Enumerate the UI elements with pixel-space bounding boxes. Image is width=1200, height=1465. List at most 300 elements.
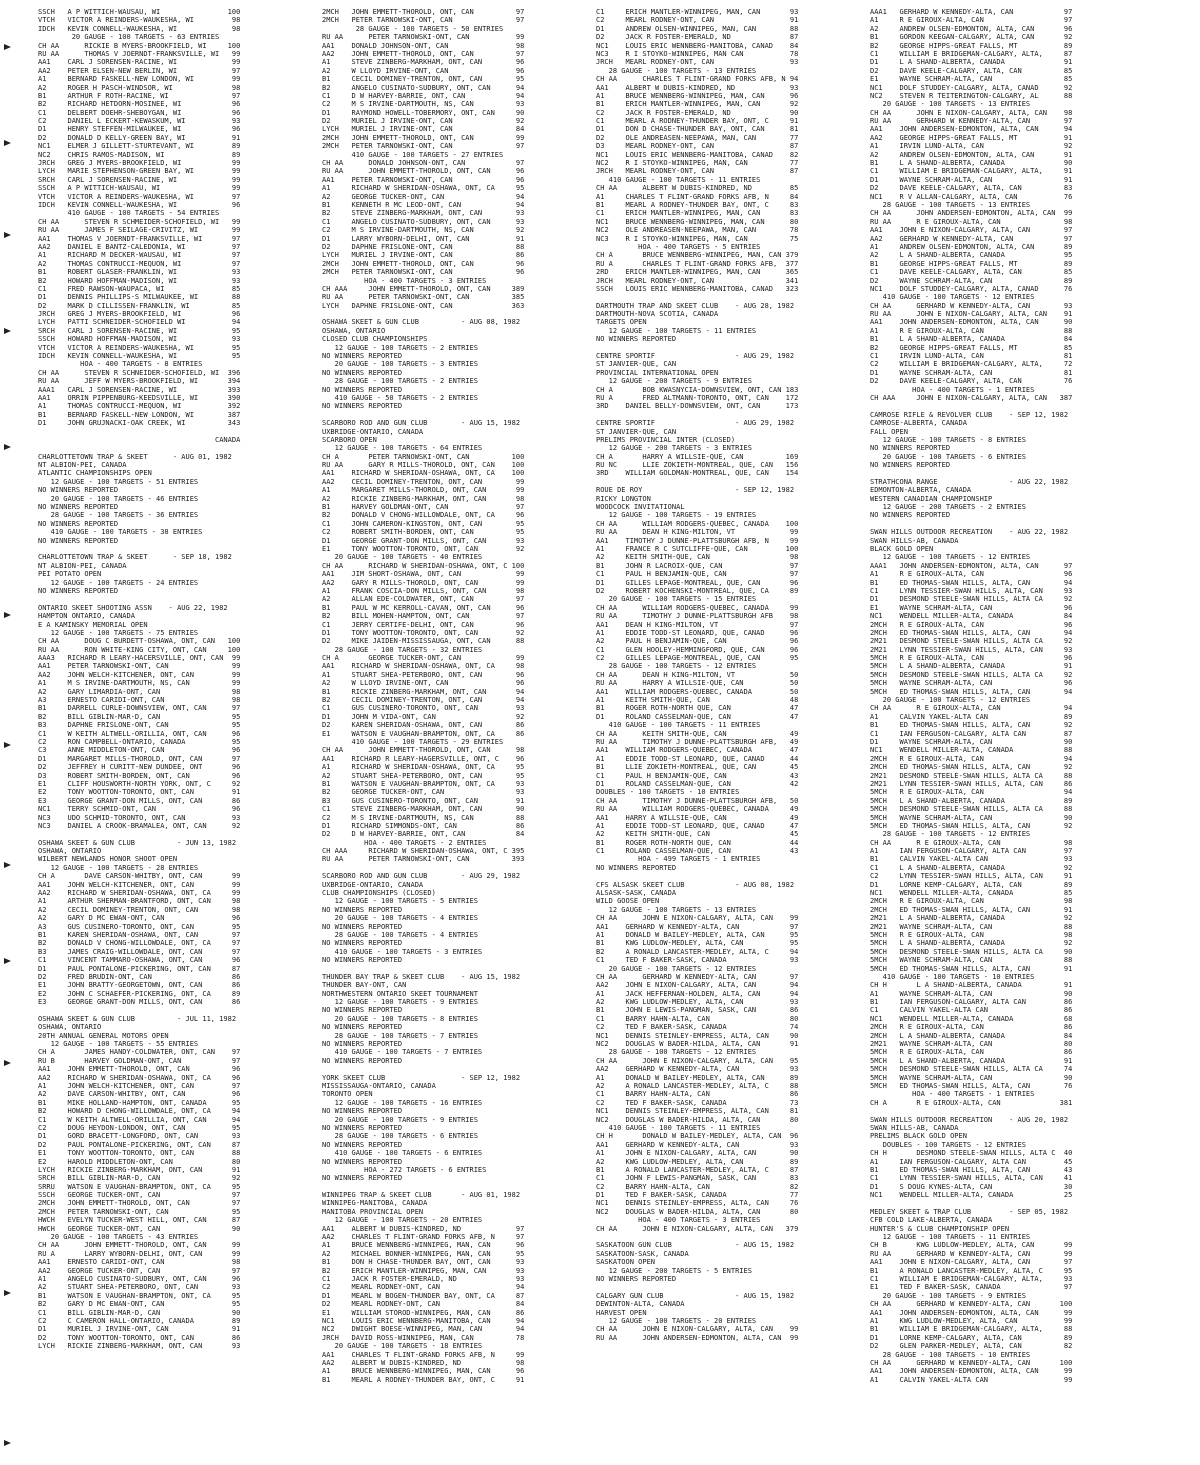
result-line: D2 FRED BRUDIN-ONT, CAN 86 [38, 972, 241, 981]
result-line: A1 R E GIROUX-ALTA, CAN 97 [870, 16, 1073, 25]
result-line: CH H DONALD W BAILEY-MEDLEY, ALTA, CAN 96 [596, 1132, 799, 1141]
result-line: NC2 STEVEN R TEITERINGTON-CALGARY, AL 88 [870, 91, 1073, 100]
result-line: B1 DON H CHASE-THUNDER BAY, ONT, CAN 93 [322, 1258, 525, 1267]
result-line: B1 HARVEY GOLDMAN-ONT, CAN 97 [322, 503, 525, 512]
result-line: A2 GARY D MC EWAN-ONT, CAN 96 [38, 914, 241, 923]
result-line: SCARBORO ROD AND GUN CLUB - AUG 15, 1982 [322, 419, 521, 428]
result-line: 5MCH R E GIROUX-ALTA, CAN 86 [870, 1048, 1073, 1057]
result-line: CH AA WILLIAM RODGERS-QUEBEC, CANADA 100 [596, 519, 799, 528]
result-line: B1 JOHN R LACROIX-QUE, CAN 97 [596, 561, 799, 570]
result-line: 410 GAUGE - 100 TARGETS - 54 ENTRIES [38, 209, 220, 218]
result-line: CH AA JOHN EMMETT-THOROLD, ONT, CAN 98 [322, 746, 525, 755]
result-line: C1 IAN FERGUSON-CALGARY, ALTA CAN 87 [870, 729, 1073, 738]
result-line: NO WINNERS REPORTED [322, 956, 403, 965]
result-line: A1 STEVE ZINBERG-MARKHAM, ONT, CAN 96 [322, 58, 525, 67]
result-line: B2 ERICH MANTLER-WINNIPEG, MAN, CAN 93 [322, 1266, 525, 1275]
result-line: AA1 ERNESTO CARIDI-ONT, CAN 98 [38, 1258, 241, 1267]
result-line [322, 310, 590, 318]
result-line: D1 JOHN M VIDA-ONT, CAN 92 [322, 712, 525, 721]
result-line: D2 MARK D CILLISSEN-FRANKLIN, WI 85 [38, 301, 241, 310]
result-line: ST JANVIER-QUE, CAN [596, 360, 677, 369]
result-line: NO WINNERS REPORTED [322, 905, 403, 914]
result-line: E1 WILLIAM STOROD-WINNIPEG, MAN, CAN 86 [322, 1308, 525, 1317]
result-line: D2 GLEN PARKER-MEDLEY, ALTA, CAN 82 [870, 1342, 1073, 1351]
result-line: AA1 RICHARD W SHERIDAN-OSHAWA, ONT, CA 100 [322, 469, 525, 478]
result-line: NC1 R V ALLAN-CALGARY, ALTA, CAN 76 [870, 192, 1073, 201]
result-line: RU AA JEFF W MYERS-BROOKFIELD, WI 394 [38, 377, 241, 386]
result-line: AA2 GEORGE HIPPS-GREAT FALLS, MT 91 [870, 133, 1073, 142]
result-line: C2 WILLIAM E BRIDGEMAN-CALGARY, ALTA, 72 [870, 360, 1073, 369]
result-line: D3 MEARL RODNEY-ONT, CAN 87 [596, 142, 799, 151]
result-line: TORONTO OPEN [322, 1090, 373, 1099]
result-line: OSHAWA SKEET & GUN CLUB - AUG 08, 1982 [322, 318, 521, 327]
result-line: CENTRE SPORTIF - AUG 29, 1982 [596, 419, 795, 428]
result-line: CH H DESMOND STEELE-SWAN HILLS, ALTA C 40 [870, 1149, 1073, 1158]
result-line: A1 EDDIE TODD-ST LEONARD, QUE, CANAD 96 [596, 628, 799, 637]
result-line: B2 DONALD V CHONG-WILLOWDALE, ONT, CA 97 [38, 939, 241, 948]
result-line: 20 GAUGE - 100 TARGETS - 46 ENTRIES [38, 494, 199, 503]
result-line: B2 ANGELO CUSINATO-SUDBURY, ONT, CAN 94 [322, 83, 525, 92]
result-line: B1 ERICH MANTLER-WINNIPEG, MAN, CAN 92 [596, 100, 799, 109]
result-line: AA1 ALBERT W DUBIS-KINDRED, ND 97 [322, 1224, 525, 1233]
result-line: 12 GAUGE - 100 TARGETS - 2 ENTRIES [322, 343, 478, 352]
result-line: AA2 RICHARD W SHERIDAN-OSHAWA, ONT, CA 99 [38, 889, 241, 898]
result-line: HOA - 400 TARGETS - 2 ENTRIES [322, 838, 487, 847]
result-line: B1 A RONALD LANCASTER-MEDLEY, ALTA, C 87 [596, 1165, 799, 1174]
result-line: 2M21 LYNN TESSIER-SWAN HILLS, ALTA, CAN 93 [870, 645, 1073, 654]
result-line: HWCH EVELYN TUCKER-WEST HILL, ONT, CAN 87 [38, 1216, 241, 1225]
result-line: A1 STUART SHEA-PETERBORO, ONT, CAN 96 [322, 670, 525, 679]
result-line: D2 DAVE KEELE-CALGARY, ALTA, CAN 76 [870, 377, 1073, 386]
result-line: 5MCH ED THOMAS-SWAN HILLS, ALTA, CAN 76 [870, 1082, 1073, 1090]
result-line: C1 GUS CUSINERO-TORONTO, ONT, CAN 93 [322, 704, 525, 713]
result-line: B1 DARRELL CURLE-DOWNSVIEW, ONT, CAN 97 [38, 704, 241, 713]
result-line: A2 STUART SHEA-PETERBORO, ONT, CAN 93 [38, 1283, 241, 1292]
result-line [870, 402, 1176, 410]
result-line: C1 WILLIAM E BRIDGEMAN-CALGARY, ALTA, 93 [870, 1274, 1073, 1283]
result-line: A1 CALVIN YAKEL-ALTA CAN 89 [870, 712, 1073, 721]
result-line: HOA - 400 TARGETS - 5 ENTRIES [596, 242, 761, 251]
result-line: CHARLOTTETOWN TRAP & SKEET - SEP 18, 1982 [38, 553, 232, 562]
result-line: B2 HOWARD D CHONG-WILLOWDALE, ONT, CA 94 [38, 1107, 241, 1116]
result-line: D1 GORD BRACETT-LONGFORD, ONT, CAN 93 [38, 1132, 241, 1141]
result-line: D2 JEFFREY H CURITT-NEW DUNDEE, ONT 96 [38, 763, 241, 772]
result-line: D1 WAYNE SCHRAM-ALTA, CAN 81 [870, 368, 1073, 377]
result-line: NO WINNERS REPORTED [870, 511, 951, 520]
result-line: C1 CALVIN YAKEL-ALTA CAN 86 [870, 1006, 1073, 1015]
result-line: B1 PAUL W MC KERROLL-CAVAN, ONT, CAN 96 [322, 603, 525, 612]
result-line: 2M21 WAYNE SCHRAM-ALTA, CAN 80 [870, 1040, 1073, 1049]
result-line: RU AA PETER TARNOWSKI-ONT, CAN 385 [322, 293, 525, 302]
result-line: C1 PAUL H BENJAMIN-QUE, CAN 43 [596, 771, 799, 780]
result-line: 20 GAUGE - 100 TARGETS - 40 ENTRIES [322, 553, 483, 562]
result-line: C2 DOUG HEYDON-LONDON, ONT, CAN 95 [38, 1123, 241, 1132]
result-line: C2 M S IRVINE-DARTMOUTH, NS, CAN 88 [322, 813, 525, 822]
result-line: CH AA JOHN E NIXON-CALGARY, ALTA, CAN 95 [596, 1056, 799, 1065]
result-line: 28 GAUGE - 100 TARGETS - 12 ENTRIES [870, 830, 1031, 839]
result-line: B2 HOWARD HOFFMAN-MADISON, WI 93 [38, 276, 241, 285]
result-line: 12 GAUGE - 100 TARGETS - 8 ENTRIES [870, 435, 1026, 444]
arrow-marker-icon [4, 862, 11, 868]
arrow-marker-icon [4, 1060, 11, 1066]
result-line: 12 GAUGE - 100 TARGETS - 11 ENTRIES [596, 326, 757, 335]
result-line: 28 GAUGE - 100 TARGETS - 12 ENTRIES [596, 662, 757, 671]
result-line: A1 DONALD W BAILEY-MEDLEY, ALTA, CAN 95 [596, 930, 799, 939]
result-line: AA1 RICHARD R LEARY-HAGERSVILLE, ONT, C 96 [322, 754, 525, 763]
result-line: NC1 DOLF STUDDEY-CALGARY, ALTA, CANAD 76 [870, 284, 1073, 293]
result-line: NO WINNERS REPORTED [322, 1174, 403, 1183]
result-line: 410 GAUGE - 100 TARGETS - 12 ENTRIES [870, 293, 1035, 302]
result-line [596, 872, 876, 880]
result-line: D2 DAVE KEELE-CALGARY, ALTA, CAN 85 [870, 66, 1073, 75]
result-line: NO WINNERS REPORTED [322, 368, 403, 377]
result-line: A2 L A SHAND-ALBERTA, CANADA 95 [870, 251, 1073, 260]
result-line: RU AA JOHN EMMETT-THOROLD, ONT, CAN 96 [322, 167, 525, 176]
result-line: 20TH ANNUAL GENERAL MOTORS OPEN [38, 1031, 169, 1040]
result-line [870, 520, 1176, 528]
result-line: JRCH DAVID ROSS-WINNIPEG, MAN, CAN 78 [322, 1333, 525, 1342]
result-line: C1 PAUL H BENJAMIN-QUE, CAN 97 [596, 570, 799, 579]
result-line: NC1 WENDELL MILLER-ALTA, CANADA 68 [870, 1014, 1073, 1023]
result-line: B2 STEVE ZINBERG-MARKHAM, ONT, CAN 93 [322, 209, 525, 218]
result-line: NO WINNERS REPORTED [322, 939, 403, 948]
result-line: FALL OPEN [870, 427, 908, 436]
result-line: 2M21 L A SHAND-ALBERTA, CANADA 92 [870, 914, 1073, 923]
result-line: C2 M S IRVINE-DARTMOUTH, NS, CAN 93 [322, 100, 525, 109]
arrow-marker-icon [4, 444, 11, 450]
result-line: YORK SKEET CLUB - SEP 12, 1982 [322, 1073, 521, 1082]
result-line: RU AA JOHN ANDERSEN-EDMONTON, ALTA, CAN 99 [596, 1333, 799, 1342]
result-line: A1 ANDREW OLSEN-EDMONTON, ALTA, CAN 89 [870, 242, 1073, 251]
result-line: 2RD ERICH MANTLER-WINNIPEG, MAN, CAN 365 [596, 268, 799, 277]
result-line: SRCH CARL J SORENSEN-RACINE, WI 95 [38, 326, 241, 335]
result-line: D1 GEORGE GRANT-DON MILLS, ONT, CAN 93 [322, 536, 525, 545]
result-line: AA2 RICHARD W SHERIDAN-OSHAWA, ONT, CA 96 [38, 1073, 241, 1082]
result-line: 12 GAUGE - 100 TARGETS - 24 ENTRIES [38, 578, 199, 587]
result-line: 12 GAUGE - 100 TARGETS - 13 ENTRIES [596, 905, 757, 914]
result-line: B1 ED THOMAS-SWAN HILLS, ALTA, CAN 43 [870, 1165, 1073, 1174]
result-line [38, 1006, 288, 1014]
result-line: HUNTER'S & CLUB CHAMPIONSHIP OPEN [870, 1224, 1010, 1233]
result-line: SWAN HILLS-AB, CANADA [870, 536, 959, 545]
result-line: D1 LORNE KEMP-CALGARY, ALTA, CAN 89 [870, 1333, 1073, 1342]
result-line: C2 ROBERT SMITH-BORDEN, ONT, CAN 95 [322, 528, 525, 537]
result-line: B1 ROGER ROTH-NORTH QUE, CAN 44 [596, 838, 799, 847]
result-line: 5MCH ED THOMAS-SWAN HILLS, ALTA, CAN 92 [870, 821, 1073, 830]
result-line: C1 IRVIN LUND-ALTA, CAN 81 [870, 352, 1073, 361]
result-line: E1 WATSON E VAUGHAN-BRAMPTON, ONT, CA 86 [322, 729, 525, 738]
result-line: C1 ERICH MANTLER-WINNIPEG, MAN, CAN 93 [596, 8, 799, 16]
result-line: B1 GEORGE HIPPS-GREAT FALLS, MT 89 [870, 259, 1073, 268]
result-line: 5MCH WAYNE SCHRAM-ALTA, CAN 96 [870, 679, 1073, 688]
result-line: C1 W KEITH ALTWELL-ORILLIA, ONT, CAN 96 [38, 729, 241, 738]
result-line: B1 RICKIE ZINBERG-MARKHAM, ONT, CAN 94 [322, 687, 525, 696]
result-line: HOA - 499 TARGETS - 1 ENTRIES [596, 855, 761, 864]
result-line: ROUE DE ROY - SEP 12, 1982 [596, 486, 795, 495]
arrow-marker-icon [4, 742, 11, 748]
result-line: NO WINNERS REPORTED [322, 922, 403, 931]
result-line: 410 GAUGE - 100 TARGETS - 27 ENTRIES [322, 150, 504, 159]
result-line [38, 444, 288, 452]
result-line: C1 JOHN F LEWIS-PANGMAN, SASK, CAN 83 [596, 1174, 799, 1183]
result-line: A1 FRANCE R C SUTCLIFFE-QUE, CAN 100 [596, 545, 799, 553]
result-line: CH AA JOHN E NIXON-CALGARY, ALTA, CAN 98 [870, 108, 1073, 117]
result-line: D1 ROLAND CASSELMAN-QUE, CAN 42 [596, 779, 799, 788]
result-line: SSCH HOWARD HOFFMAN-MADISON, WI 93 [38, 335, 241, 344]
result-line: SWAN HILLS OUTDOOR RECREATION - AUG 20, 1982 [870, 1115, 1069, 1124]
result-line: SRCH CARL J SORENSEN-RACINE, WI 99 [38, 175, 241, 184]
result-line: CH AA KEITH SMITH-QUE, CAN 49 [596, 729, 799, 738]
result-line: CH AA GERHARD W KENNEDY-ALTA, CAN 100 [870, 1358, 1073, 1367]
result-line: A2 CECIL DOMINEY-TRENTON, ONT, CAN 98 [38, 905, 241, 914]
result-line: CANADA [38, 435, 241, 444]
result-line: E1 JOHN BRATTY-GEORGETOWN, ONT, CAN 86 [38, 981, 241, 990]
result-line: C1 BARRY HAHN-ALTA, CAN 86 [596, 1090, 799, 1099]
arrow-marker-icon [4, 328, 11, 334]
result-line: NO WINNERS REPORTED [870, 461, 951, 470]
result-line: WINNIPEG TRAP & SKEET CLUB - AUG 01, 1982 [322, 1191, 521, 1200]
result-line: SASKATOON OPEN [596, 1258, 656, 1267]
result-line: CH A JAMES HANDY-COLDWATER, ONT, CAN 97 [38, 1048, 241, 1057]
result-line: AA2 DANIEL E BANTZ-CALEDONIA, WI 97 [38, 242, 241, 251]
result-line: WOODCOCK INVITATIONAL [596, 503, 685, 512]
result-line: CH AA JOHN E NIXON-CALGARY, ALTA, CAN 379 [596, 1224, 799, 1233]
result-line: A1 FRANK COSCIA-DON MILLS, ONT, CAN 98 [322, 586, 525, 595]
result-line: 28 GAUGE - 100 TARGETS - 13 ENTRIES [596, 66, 757, 75]
result-line: AA1 JOHN E NIXON-CALGARY, ALTA, CAN 97 [870, 226, 1073, 235]
result-line: WILD GOOSE OPEN [596, 897, 660, 906]
result-line: 2MCH JOHN EMMETT-THOROLD, ONT, CAN 97 [38, 1199, 241, 1208]
result-line: RU AA PETER TARNOWSKI-ONT, CAN 393 [322, 855, 525, 864]
result-line: IDCH KEVIN CONNELL-WAUKESHA, WI 98 [38, 24, 241, 33]
result-line: NC1 LOUIS ERIC WENNBERG-MANITOBA, CANAD 84 [596, 41, 799, 50]
result-line: AAA1 CARL J SORENSEN-RACINE, WI 393 [38, 385, 241, 394]
result-line: A1 BRUCE WENNBERG-WINNIPEG, MAN, CAN 96 [322, 1241, 525, 1250]
result-line: OSHAWA, ONTARIO [38, 1023, 102, 1032]
arrow-marker-icon [4, 958, 11, 964]
result-line: 2MCH ED THOMAS-SWAN HILLS, ALTA, CAN 92 [870, 763, 1073, 772]
result-line: ATLANTIC CHAMPIONSHIPS OPEN [38, 469, 152, 478]
result-line: C2 M S IRVINE-DARTMOUTH, NS, CAN 92 [322, 226, 525, 235]
result-line: B1 GORDON KEEGAN-CALGARY, ALTA, CAN 92 [870, 33, 1073, 42]
result-line [38, 595, 288, 603]
result-line: C1 BILL GIBLIN-MAR-D, CAN 90 [38, 1308, 241, 1317]
result-line: 12 GAUGE - 100 TARGETS - 11 ENTRIES [870, 1233, 1031, 1242]
result-line: NC3 R I STOYKO-WINNIPEG, MAN, CAN 75 [596, 234, 799, 243]
result-line: C2 MEARL RODNEY-ONT, CAN 94 [322, 1283, 525, 1292]
result-line: B1 JOHN E LEWIS-PANGMAN, SASK, CAN 86 [596, 1006, 799, 1015]
result-line [322, 864, 590, 872]
result-line: AA1 HARRY A WILLSIE-QUE, CAN 49 [596, 813, 799, 822]
result-line: B1 L A SHAND-ALBERTA, CANADA 84 [870, 335, 1073, 344]
result-line: 2M21 DESMOND STEELE-SWAN HILLS, ALTA CA 92 [870, 637, 1073, 646]
result-line: A1 CHARLES T FLINT-GRAND FORKS AFB, N 84 [596, 192, 799, 201]
result-line: CAMROSE RIFLE & REVOLVER CLUB - SEP 12, 1982 [870, 410, 1069, 419]
arrow-marker-icon [4, 1290, 11, 1296]
result-line: RU A LARRY WYBORN-DELHI, ONT, CAN 99 [38, 1249, 241, 1258]
result-line: UXBRIDGE-ONTARIO, CANADA [322, 427, 424, 436]
result-line: RU AA TIMOTHY J DUNNE-PLATTSBURGH AFB 98 [596, 612, 799, 621]
result-line: C1 FRED RAWSON-WAUPACA, WI 85 [38, 284, 241, 293]
result-line: RU AA GARY R MILLS-THOROLD, ONT, CAN 100 [322, 461, 525, 470]
arrow-marker-icon [4, 232, 11, 238]
result-line: 2M21 WAYNE SCHRAM-ALTA, CAN 88 [870, 922, 1073, 931]
result-line: LYCH PATTI SCHNEIDER-SCHOFIELD WI 94 [38, 318, 241, 327]
result-line: 2MCH R E GIROUX-ALTA, CAN 96 [870, 620, 1073, 629]
result-line: NC2 DWIGHT BOESE-WINNIPEG, MAN, CAN 94 [322, 1325, 525, 1334]
results-column-3 [596, 8, 876, 1460]
result-line: CH B KWG LUDLOW-MEDLEY, ALTA, CAN 99 [870, 1241, 1073, 1250]
result-line: NC1 DENNIS STEINLEY-EMPRESS, ALTA, CAN 81 [596, 1107, 799, 1116]
result-line: RU AA RON WHITE-KING CITY, ONT, CAN 100 [38, 645, 241, 654]
result-line: A1 MARGARET MILLS-THOROLD, ONT, CAN 99 [322, 486, 525, 495]
result-line: B1 WATSON E VAUGHAN-BRAMPTON, ONT, CA 93 [322, 779, 525, 788]
result-line: CH AAA RICHARD W SHERIDAN-OSHAWA, ONT, C 395 [322, 847, 525, 856]
result-line: AA1 WILLIAM RODGERS-QUEBEC, CANADA 50 [596, 687, 799, 696]
result-line: C1 BARRY HAHN-ALTA, CAN 80 [596, 1014, 799, 1023]
result-line: A1 BRUCE WENNBERG-WINNIPEG, MAN, CAN 96 [322, 1367, 525, 1376]
result-line: HOA - 400 TARGETS - 3 ENTRIES [322, 276, 487, 285]
result-line: 12 GAUGE - 100 TARGETS - 12 ENTRIES [870, 553, 1031, 562]
result-line: CH AA JOHN ANDERSEN-EDMONTON, ALTA, CAN 99 [870, 209, 1073, 218]
result-line: 5MCH WAYNE SCHRAM-ALTA, CAN 88 [870, 956, 1073, 965]
result-line: EDMONTON-ALBERTA, CANADA [870, 486, 972, 495]
result-line: 28 GAUGE - 100 TARGETS - 36 ENTRIES [38, 511, 199, 520]
result-line: CFS ALSASK SKEET CLUB - AUG 08, 1982 [596, 880, 795, 889]
result-line: SSCH A P WITTICH-WAUSAU, WI 100 [38, 8, 241, 16]
result-line: D2 PAUL PONTALONE-PICKERING, ONT, CAN 87 [38, 1140, 241, 1149]
result-line: AA1 JOHN ANDERSEN-EDMONTON, ALTA, CAN 99 [870, 1367, 1073, 1376]
result-line: 410 GAUGE - 50 TARGETS - 2 ENTRIES [322, 393, 478, 402]
result-line: 12 GAUGE - 100 TARGETS - 20 ENTRIES [596, 1316, 757, 1325]
result-line: NO WINNERS REPORTED [38, 486, 119, 495]
result-line: NC2 OLE ANDREASEN-NEEPAWA, MAN, CAN 78 [596, 226, 799, 235]
result-line: B1 WILLIAM E BRIDGEMAN-CALGARY, ALTA, 88 [870, 1325, 1073, 1334]
result-line: SCARBORO ROD AND GUN CLUB - AUG 29, 1982 [322, 872, 521, 881]
result-line: D1 MURIEL J IRVINE-ONT, CAN 91 [38, 1325, 241, 1334]
result-line: C1 JERRY CERTIFE-DELHI, ONT, CAN 96 [322, 620, 525, 629]
result-line: HWCH GEORGE TUCKER-ONT, CAN 90 [38, 1224, 241, 1233]
result-line: RICKY LONGTON [596, 494, 651, 503]
result-line: NC2 DOUGLAS W BADER-HILDA, ALTA, CAN 80 [596, 1115, 799, 1124]
result-line: A2 MICHAEL BONNER-WINNIPEG, MAN, CAN 95 [322, 1249, 525, 1258]
result-line: NO WINNERS REPORTED [322, 1023, 403, 1032]
result-line: D1 ANDREW OLSEN-WINNIPEG, MAN, CAN 88 [596, 24, 799, 33]
result-line: OSHAWA, ONTARIO [38, 847, 102, 856]
result-line: A2 KWG LUDLOW-MEDLEY, ALTA, CAN 93 [596, 998, 799, 1007]
result-line: A3 GUS CUSINERO-TORONTO, ONT, CAN 95 [38, 922, 241, 931]
result-line: A1 RICHARD W SHERIDAN-OSHAWA, ONT, CA 95 [322, 763, 525, 772]
result-line: AA2 JOHN E NIXON-CALGARY, ALTA, CAN 94 [596, 981, 799, 990]
result-line: ONTARIO SKEET SHOOTING ASSN - AUG 22, 1982 [38, 603, 228, 612]
result-line: VTCH VICTOR A REINDERS-WAUKESHA, WI 98 [38, 16, 241, 25]
result-line: 12 GAUGE - 100 TARGETS - 5 ENTRIES [322, 897, 478, 906]
result-line: A1 KEITH SMITH-QUE, CAN 48 [596, 696, 799, 705]
result-line: B2 GEORGE HIPPS-GREAT FALLS, MT 89 [870, 41, 1073, 50]
result-line: AA1 RICHARD W SHERIDAN-OSHAWA, ONT, CA 98 [322, 662, 525, 671]
result-line: 410 GAUGE - 100 TARGETS - 10 ENTRIES [870, 972, 1035, 981]
result-line: B2 GEORGE HIPPS-GREAT FALLS, MT 85 [870, 343, 1073, 352]
result-line: D1 WAYNE SCHRAM-ALTA, CAN 91 [870, 175, 1073, 184]
result-line [596, 1233, 876, 1241]
result-line: NO WINNERS REPORTED [322, 1040, 403, 1049]
result-line: A1 RICHARD M DECKER-WAUSAU, WI 97 [38, 251, 241, 260]
result-line: A1 RICHARD W SHERIDAN-OSHAWA, ONT, CA 95 [322, 184, 525, 193]
result-line: HOA - 400 TARGETS - 8 ENTRIES [38, 360, 203, 369]
result-line: D2 ROBERT KOCHENSKI-MONTREAL, QUE, CA 89 [596, 586, 799, 595]
result-line: E1 TONY WOOTTON-TORONTO, ONT, CAN 92 [322, 545, 525, 553]
result-line: VTCH VICTOR A REINDERS-WAUKESHA, WI 95 [38, 343, 241, 352]
arrow-marker-icon [4, 1440, 11, 1446]
result-line: CH AA JOHN EMMETT-THOROLD, ONT, CAN 99 [38, 1241, 241, 1250]
result-line: CH AA TIMOTHY J DUNNE-PLATTSBURGH AFB, 50 [596, 796, 799, 805]
result-line: 12 GAUGE - 100 TARGETS - 64 ENTRIES [322, 444, 483, 453]
result-line: NC1 TERRY SCHMID-ONT, CAN 96 [38, 805, 241, 814]
result-line: B1 CALVIN YAKEL-ALTA CAN 93 [870, 855, 1073, 864]
result-line: D2 TONY WOOTTON-TORONTO, ONT, CAN 86 [38, 1333, 241, 1342]
result-line: A3 ERNESTO CARIDI-ONT, CAN 98 [38, 696, 241, 705]
result-line: NT ALBION-PEI, CANADA [38, 561, 127, 570]
result-line: E A KAMINSKY MEMORIAL OPEN [38, 620, 148, 629]
result-line: 2MCH JOHN EMMETT-THOROLD, ONT, CAN 96 [322, 259, 525, 268]
result-line: MEDLEY SKEET & TRAP CLUB - SEP 05, 1982 [870, 1207, 1069, 1216]
result-line: D1 DON D CHASE-THUNDER BAY, ONT, CAN 81 [596, 125, 799, 134]
result-line: NO WINNERS REPORTED [322, 385, 403, 394]
result-line: RU AA WILLIAM RODGERS-QUEBEC, CANADA 49 [596, 805, 799, 814]
result-line [870, 1107, 1176, 1115]
result-line: 5MCH DESMOND STEELE-SWAN HILLS, ALTA CA 90 [870, 947, 1073, 956]
result-line: AA2 GERHARD W KENNEDY-ALTA, CAN 97 [870, 234, 1073, 243]
result-line: B1 ARTHUR F ROTH-RACINE, WI 97 [38, 91, 241, 100]
result-line: 2MCH PETER TARNOWSKI-ONT, CAN 96 [322, 268, 525, 277]
result-line [596, 411, 876, 419]
result-line: A2 A RONALD LANCASTER-MEDLEY, ALTA, C 88 [596, 1082, 799, 1090]
result-line [596, 478, 876, 486]
result-line: NC1 WENDELL MILLER-ALTA, CANADA 88 [870, 746, 1073, 755]
result-line: 12 GAUGE - 100 TARGETS - 55 ENTRIES [38, 1040, 199, 1049]
result-line [870, 469, 1176, 477]
result-line: JRCH GREG J MYERS-BROOKFIELD, WI 99 [38, 159, 241, 168]
result-line: A2 W LLOYD IRVINE-ONT, CAN 96 [322, 679, 525, 688]
result-line: B2 GEORGE TUCKER-ONT, CAN 93 [322, 788, 525, 797]
result-line: A1 EDDIE TODD-ST LEONARD, QUE, CANAD 47 [596, 821, 799, 830]
result-line: B1 MEARL A RODNEY-THUNDER BAY, ONT, C 91 [322, 1375, 525, 1384]
result-line: CH AA RICKIE B MYERS-BROOKFIELD, WI 100 [38, 41, 241, 50]
result-line: 28 GAUGE - 100 TARGETS - 6 ENTRIES [322, 1132, 478, 1141]
result-line: B1 MIKE HOLLAND-HAMPTON, ONT, CANADA 95 [38, 1098, 241, 1107]
result-line: RU AA HARRY A WILLSIE-QUE, CAN 50 [596, 679, 799, 688]
result-line: 5MCH DESMOND STEELE-SWAN HILLS, ALTA CA 92 [870, 670, 1073, 679]
result-line: C1 D W HARVEY-BARRIE, ONT, CAN 94 [322, 91, 525, 100]
result-line: 410 GAUGE - 100 TARGETS - 3 ENTRIES [322, 947, 483, 956]
result-line: B1 ED THOMAS-SWAN HILLS, ALTA, CAN 92 [870, 721, 1073, 730]
result-line: AA1 JOHN WELCH-KITCHENER, ONT, CAN 99 [38, 880, 241, 889]
result-line: HOA - 400 TARGETS - 1 ENTRIES [870, 385, 1035, 394]
result-line: 28 GAUGE - 100 TARGETS - 12 ENTRIES [596, 1048, 757, 1057]
result-line: SWAN HILLS OUTDOOR RECREATION - AUG 22, 1982 [870, 528, 1069, 537]
result-line: E3 GEORGE GRANT-DON MILLS, ONT, CAN 86 [38, 998, 241, 1007]
result-line: CH A HARRY A WILLSIE-QUE, CAN 169 [596, 452, 799, 461]
result-line: A1 BRUCE WENNBERG-WINNIPEG, MAN, CAN 96 [596, 91, 799, 100]
result-line: 5MCH L A SHAND-ALBERTA, CANADA 91 [870, 1056, 1073, 1065]
result-line: B2 BILL GIBLIN-MAR-D, CAN 95 [38, 712, 241, 721]
result-line: SSCH GEORGE TUCKER-ONT, CAN 97 [38, 1191, 241, 1200]
result-line: NO WINNERS REPORTED [322, 1006, 403, 1015]
result-line: AA2 GARY R MILLS-THOROLD, ONT, CAN 99 [322, 578, 525, 587]
result-line: NO WINNERS REPORTED [322, 1157, 403, 1166]
result-line: B1 ROGER ROTH-NORTH QUE, CAN 47 [596, 704, 799, 713]
result-line: CH AAA JOHN E NIXON-CALGARY, ALTA, CAN 387 [870, 393, 1073, 402]
